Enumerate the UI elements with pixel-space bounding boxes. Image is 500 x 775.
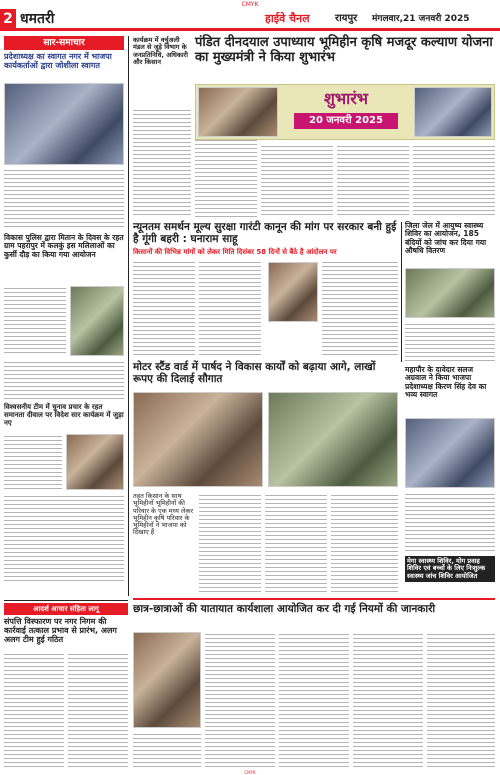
lead-headline: पंडित दीनदयाल उपाध्याय भूमिहीन कृषि मजदूर कल्याण योजना का मुख्यमंत्री ने किया शुभारंभ	[195, 35, 493, 65]
motor-body-2	[265, 493, 327, 593]
story3-body	[4, 434, 62, 490]
kisan-body-1	[133, 260, 195, 358]
right-story1-photo	[405, 268, 495, 318]
chhatra-body-3	[279, 632, 349, 770]
city-name: रायपुर	[335, 13, 358, 24]
banner-date: 20 जनवरी 2025	[294, 113, 398, 129]
sampatti-body-2	[68, 652, 128, 770]
sampatti-body-1	[4, 652, 64, 770]
chhatra-body-2	[205, 632, 275, 770]
chhatra-headline: छात्र-छात्राओं की यातायात कार्यशाला आयोजित कर दी गई नियमों की जानकारी	[133, 603, 436, 615]
adarsh-label: आदर्श आचार संहिता लागू	[4, 603, 128, 615]
kisan-subhead: किसानों की विभिन्न मांगों को लेकर मिति दिसंबर 58 दिनों से बैठे है आंदोलन पर	[133, 248, 337, 256]
lead-body-col2	[195, 138, 257, 218]
lead-body-col5	[413, 144, 495, 218]
chhatra-body-4	[353, 632, 423, 770]
banner-word: शुभारंभ	[323, 89, 369, 108]
paper-name: हाईवे चैनल	[265, 12, 310, 25]
cmyk-top-label: CMYK	[241, 1, 259, 8]
story1-body	[4, 168, 124, 230]
chhatra-photo	[133, 632, 201, 728]
story1-photo	[4, 83, 124, 165]
sampatti-headline: संपत्ति विस्फारण पर नगर निगम की कार्रवाई तत्काल प्रभाव से प्रारंभ, अलग अलग टीम हुई गठित	[4, 617, 117, 644]
masthead	[0, 9, 500, 31]
section-name: धमतरी	[20, 11, 55, 27]
mahapaur-body	[405, 492, 495, 552]
chhatra-body-5	[427, 632, 495, 770]
lead-body-col3	[261, 144, 333, 218]
pullquote: तहत किसान के साथ भूमिहीनों भूमिहीनों की परिवार के एक मध्य लेकर भूमिहीन कृषि परिवार के भूमिहीनों ने भाजपा को दिखाए हैं	[133, 492, 193, 537]
kisan-portrait	[268, 262, 318, 322]
kisan-body-3	[322, 260, 398, 358]
mahapaur-headline-visible: महापौर के दावेदार सलज अग्रवाल ने किया भाजपा प्रदेशाध्यक्ष किरण सिंह देव का भव्य स्वागत	[405, 365, 487, 400]
story2-photo	[70, 286, 124, 356]
lead-banner	[195, 84, 495, 140]
motor-photo-2	[268, 392, 398, 487]
story2-body-b	[4, 360, 124, 400]
lead-kicker: कार्यक्रम में वर्चुअली मंडल से जुड़े विभाग के जनप्रतिनिधि, अधिकारी और किसान	[133, 36, 188, 66]
kisan-body-2	[199, 260, 261, 358]
sar-samachar-title: सार-समाचार	[4, 36, 124, 50]
story3-headline: विश्वसनीय टीम में चुनाव प्रचार के रहत समानता दीवाल पर विदेश सार कार्यक्रम में जुड़ा नए	[4, 403, 124, 427]
section-rule-1	[4, 600, 128, 601]
banner-photo-left	[198, 87, 278, 137]
page-number: 2	[0, 9, 16, 29]
story1-headline: प्रदेशाध्यक्ष का स्वागत नगर में भाजपा कार्यकर्ताओं द्वारा जोशीला स्वागत	[4, 52, 112, 70]
section-rule-2	[133, 598, 495, 600]
motor-body-1	[199, 493, 261, 593]
lead-body-left	[133, 108, 191, 218]
right-column-rule	[401, 222, 402, 362]
mahapaur-photo	[405, 418, 495, 488]
lead-body-col4	[337, 144, 409, 218]
story3-photo	[66, 434, 124, 490]
right-story1-body	[405, 322, 495, 362]
left-column-rule	[128, 36, 129, 596]
camp-headline: मेगा स्वास्थ्य शिविर, योग प्रवाह शिविर एवं बच्चों के लिए निःशुल्क स्वास्थ्य जांच शिविर आयोजित	[405, 556, 495, 582]
story2-body	[4, 286, 66, 356]
story3-body-b	[4, 494, 124, 582]
motor-body-3	[331, 493, 398, 593]
right-story1-headline: जिला जेल में आयुष्य स्वास्थ्य शिविर का आयोजन, 185 बंदियों को जांच कर दिया गया औषधि वितरण	[405, 221, 487, 256]
motor-photo-1	[133, 392, 263, 487]
story2-headline: विकास पुलिस द्वारा मितान के दिवस के रहत ग्राम पहरापुर में कलकुं इस मलिलाओं का कुर्सी दौड़ का किया गया आयोजन	[4, 233, 124, 259]
cmyk-footer-label: CMYK	[244, 770, 256, 775]
motor-headline: मोटर स्टैंड वार्ड में पार्षद ने विकास कार्यों को बढ़ाया आगे, लाखों रूपए की दिलाई सौगात	[133, 361, 376, 385]
banner-photo-right	[414, 87, 492, 137]
kisan-headline: न्यूनतम समर्थन मूल्य सुरक्षा गारंटी कानून की मांग पर सरकार बनी हुई है गूंगी बहरी : घनाराम साहू	[133, 221, 397, 245]
chhatra-body-1	[133, 732, 201, 770]
date-label: मंगलवार,21 जनवरी 2025	[372, 14, 470, 24]
